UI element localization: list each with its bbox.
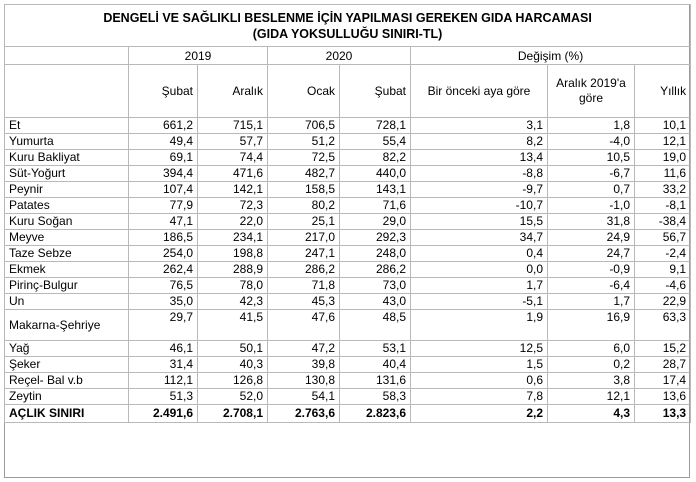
row-value: 1,9 [411,310,548,341]
column-header-aralik-2019: Aralık [198,65,268,118]
row-value: 288,9 [198,262,268,278]
group-header-2020: 2020 [268,47,411,65]
row-label: Et [5,118,129,134]
row-value: 78,0 [198,278,268,294]
row-value: 24,7 [548,246,635,262]
title-line-1: DENGELİ VE SAĞLIKLI BESLENME İÇİN YAPILMASI GEREKEN GIDA HARCAMASI [103,11,592,25]
row-value: 1,5 [411,357,548,373]
row-value: 34,7 [411,230,548,246]
row-value: 35,0 [129,294,198,310]
row-label: Yumurta [5,134,129,150]
row-label: Reçel- Bal v.b [5,373,129,389]
row-value: 4,3 [548,405,635,423]
column-header-subat-2019: Şubat [129,65,198,118]
table-row [5,262,691,278]
row-value: 0,0 [411,262,548,278]
row-value: 71,6 [340,198,411,214]
food-spending-table-panel [4,4,690,478]
row-label: Makarna-Şehriye [5,310,129,341]
row-value: 82,2 [340,150,411,166]
column-header-subat-2020: Şubat [340,65,411,118]
row-value: 47,6 [268,310,340,341]
table-row [5,198,691,214]
row-value: 0,4 [411,246,548,262]
row-value: 48,5 [340,310,411,341]
row-value: 107,4 [129,182,198,198]
column-header-yearly: Yıllık [635,65,691,118]
row-value: 57,7 [198,134,268,150]
table-row [5,230,691,246]
row-value: 11,6 [635,166,691,182]
row-value: 142,1 [198,182,268,198]
row-value: 47,1 [129,214,198,230]
group-header-row [5,47,691,65]
row-value: 39,8 [268,357,340,373]
row-value: -10,7 [411,198,548,214]
row-value: -6,7 [548,166,635,182]
table-row [5,341,691,357]
row-value: 2.823,6 [340,405,411,423]
food-spending-table [4,4,691,423]
row-value: 51,2 [268,134,340,150]
title-row [5,5,691,47]
table-row [5,373,691,389]
row-value: 394,4 [129,166,198,182]
row-value: 74,4 [198,150,268,166]
row-value: 77,9 [129,198,198,214]
row-value: 25,1 [268,214,340,230]
row-value: -4,0 [548,134,635,150]
row-value: -1,0 [548,198,635,214]
row-value: 12,1 [548,389,635,405]
row-value: 262,4 [129,262,198,278]
row-value: 286,2 [268,262,340,278]
row-value: 16,9 [548,310,635,341]
row-value: 292,3 [340,230,411,246]
table-row [5,357,691,373]
column-header-prev-month: Bir önceki aya göre [411,65,548,118]
row-value: 3,1 [411,118,548,134]
row-value: 71,8 [268,278,340,294]
row-value: -38,4 [635,214,691,230]
row-value: 6,0 [548,341,635,357]
table-row [5,150,691,166]
row-value: 12,5 [411,341,548,357]
row-value: 286,2 [340,262,411,278]
row-value: 143,1 [340,182,411,198]
row-label: Kuru Bakliyat [5,150,129,166]
row-value: 254,0 [129,246,198,262]
row-value: -8,1 [635,198,691,214]
group-header-empty [5,47,129,65]
row-value: 52,0 [198,389,268,405]
row-value: 0,7 [548,182,635,198]
row-value: 0,6 [411,373,548,389]
row-value: 43,0 [340,294,411,310]
row-value: 2.763,6 [268,405,340,423]
table-body [5,118,691,423]
row-value: 10,5 [548,150,635,166]
row-value: 131,6 [340,373,411,389]
row-value: 2,2 [411,405,548,423]
row-value: 13,4 [411,150,548,166]
row-value: 1,8 [548,118,635,134]
row-value: 31,4 [129,357,198,373]
table-row [5,278,691,294]
row-value: 15,2 [635,341,691,357]
group-header-2019: 2019 [129,47,268,65]
row-value: 46,1 [129,341,198,357]
row-value: 186,5 [129,230,198,246]
row-value: 247,1 [268,246,340,262]
table-row [5,118,691,134]
row-value: -2,4 [635,246,691,262]
group-header-change: Değişim (%) [411,47,691,65]
row-label: Süt-Yoğurt [5,166,129,182]
row-value: 76,5 [129,278,198,294]
row-value: 1,7 [548,294,635,310]
table-row [5,182,691,198]
row-value: 482,7 [268,166,340,182]
row-value: 22,9 [635,294,691,310]
row-value: 158,5 [268,182,340,198]
row-value: 29,7 [129,310,198,341]
row-label: Yağ [5,341,129,357]
row-label: Un [5,294,129,310]
row-value: 40,3 [198,357,268,373]
row-value: -6,4 [548,278,635,294]
row-value: 9,1 [635,262,691,278]
row-value: 40,4 [340,357,411,373]
row-value: 72,3 [198,198,268,214]
row-value: 440,0 [340,166,411,182]
row-value: 31,8 [548,214,635,230]
table-title [5,5,691,47]
row-value: 715,1 [198,118,268,134]
row-value: 53,1 [340,341,411,357]
row-value: 1,7 [411,278,548,294]
row-value: 63,3 [635,310,691,341]
row-value: 54,1 [268,389,340,405]
row-value: 56,7 [635,230,691,246]
title-line-2: (GIDA YOKSULLUĞU SINIRI-TL) [252,27,443,41]
table-row [5,134,691,150]
row-value: 198,8 [198,246,268,262]
total-row [5,405,691,423]
row-value: 73,0 [340,278,411,294]
row-value: 0,2 [548,357,635,373]
row-label: Zeytin [5,389,129,405]
row-value: -5,1 [411,294,548,310]
row-value: 10,1 [635,118,691,134]
row-value: 51,3 [129,389,198,405]
row-value: -8,8 [411,166,548,182]
row-value: 29,0 [340,214,411,230]
row-value: 13,3 [635,405,691,423]
row-value: 13,6 [635,389,691,405]
row-value: 7,8 [411,389,548,405]
row-label: Kuru Soğan [5,214,129,230]
row-value: 112,1 [129,373,198,389]
row-value: 661,2 [129,118,198,134]
row-value: -9,7 [411,182,548,198]
row-value: 12,1 [635,134,691,150]
row-value: 217,0 [268,230,340,246]
row-value: 234,1 [198,230,268,246]
row-value: 728,1 [340,118,411,134]
row-value: 8,2 [411,134,548,150]
row-value: 19,0 [635,150,691,166]
row-label: Peynir [5,182,129,198]
row-value: 72,5 [268,150,340,166]
row-value: 42,3 [198,294,268,310]
row-value: 50,1 [198,341,268,357]
row-label: AÇLIK SINIRI [5,405,129,423]
row-label: Patates [5,198,129,214]
column-header-empty [5,65,129,118]
row-value: 2.708,1 [198,405,268,423]
row-label: Taze Sebze [5,246,129,262]
column-header-vs-aralik: Aralık 2019'a göre [548,65,635,118]
row-value: 3,8 [548,373,635,389]
row-value: 80,2 [268,198,340,214]
row-label: Meyve [5,230,129,246]
row-value: 126,8 [198,373,268,389]
table-row [5,214,691,230]
row-value: 130,8 [268,373,340,389]
row-value: 41,5 [198,310,268,341]
table-row [5,294,691,310]
row-value: 2.491,6 [129,405,198,423]
row-value: 47,2 [268,341,340,357]
row-value: 248,0 [340,246,411,262]
row-label: Pirinç-Bulgur [5,278,129,294]
row-label: Ekmek [5,262,129,278]
column-header-ocak-2020: Ocak [268,65,340,118]
table-row [5,389,691,405]
row-value: -4,6 [635,278,691,294]
row-value: 24,9 [548,230,635,246]
row-value: 33,2 [635,182,691,198]
row-value: 69,1 [129,150,198,166]
row-value: -0,9 [548,262,635,278]
row-value: 49,4 [129,134,198,150]
row-value: 15,5 [411,214,548,230]
row-value: 706,5 [268,118,340,134]
row-value: 45,3 [268,294,340,310]
row-value: 58,3 [340,389,411,405]
row-value: 28,7 [635,357,691,373]
table-row [5,310,691,341]
row-value: 471,6 [198,166,268,182]
column-header-row [5,65,691,118]
table-row [5,166,691,182]
row-value: 55,4 [340,134,411,150]
row-value: 17,4 [635,373,691,389]
row-label: Şeker [5,357,129,373]
row-value: 22,0 [198,214,268,230]
table-row [5,246,691,262]
